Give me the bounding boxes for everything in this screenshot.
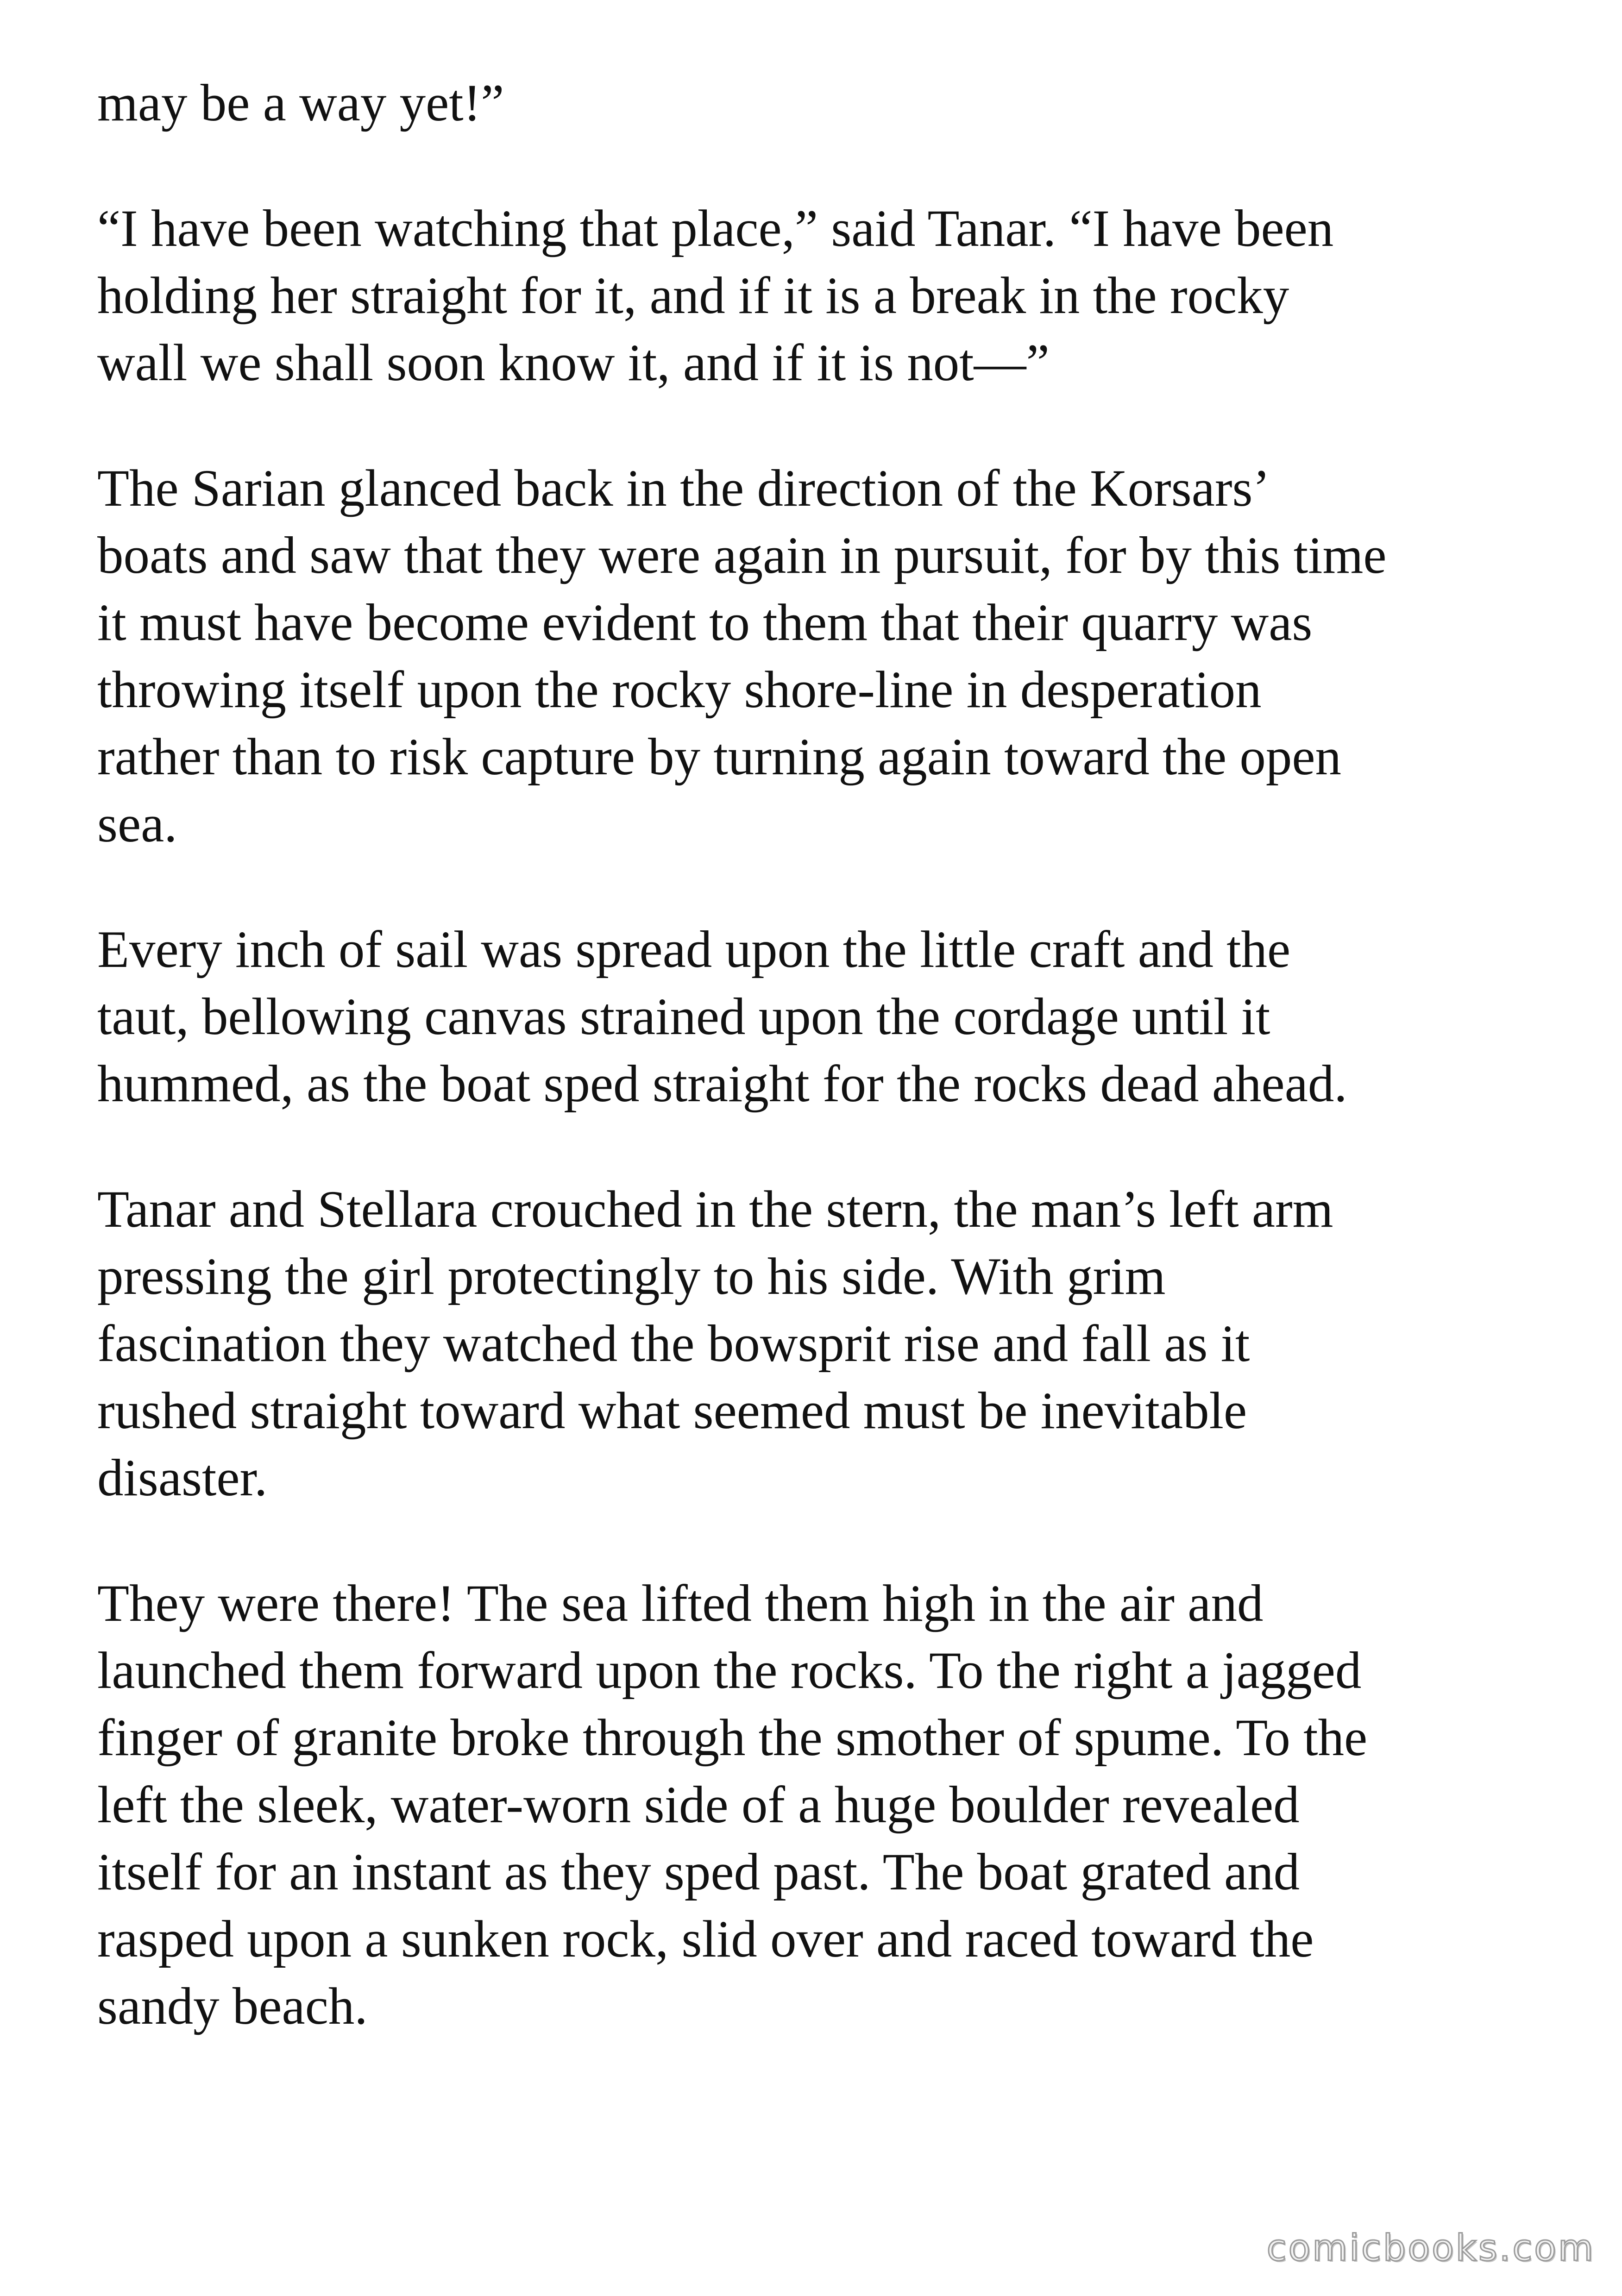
text-line: sea. xyxy=(97,795,177,853)
text-line: launched them forward upon the rocks. To the right a jagged xyxy=(97,1642,1362,1700)
text-line: finger of granite broke through the smother of spume. To the xyxy=(97,1709,1368,1767)
paragraph-2 xyxy=(97,195,1556,396)
watermark: comicbooks.com xyxy=(1266,2227,1595,2269)
text-line: Tanar and Stellara crouched in the stern, the man’s left arm xyxy=(97,1180,1333,1238)
paragraph-4 xyxy=(97,916,1556,1117)
text-line: throwing itself upon the rocky shore-line in desperation xyxy=(97,661,1262,719)
paragraph-3 xyxy=(97,455,1556,858)
paragraph-5 xyxy=(97,1176,1556,1512)
text-line: boats and saw that they were again in pursuit, for by this time xyxy=(97,527,1387,584)
text-line: rather than to risk capture by turning again toward the open xyxy=(97,728,1342,786)
text-line: fascination they watched the bowsprit rise and fall as it xyxy=(97,1315,1250,1373)
text-line: “I have been watching that place,” said Tanar. “I have been xyxy=(97,200,1334,257)
text-line: Every inch of sail was spread upon the little craft and the xyxy=(97,921,1291,979)
text-line: may be a way yet!” xyxy=(97,74,504,132)
text-line: The Sarian glanced back in the direction of the Korsars’ xyxy=(97,459,1270,517)
text-line: rasped upon a sunken rock, slid over and raced toward the xyxy=(97,1910,1314,1968)
text-line: They were there! The sea lifted them high in the air and xyxy=(97,1575,1264,1632)
paragraph-6 xyxy=(97,1570,1556,2040)
text-line: sandy beach. xyxy=(97,1977,368,2035)
text-line: taut, bellowing canvas strained upon the cordage until it xyxy=(97,988,1270,1046)
paragraph-1 xyxy=(97,69,1556,137)
text-line: disaster. xyxy=(97,1449,268,1507)
text-line: itself for an instant as they sped past. The boat grated and xyxy=(97,1843,1300,1901)
text-line: it must have become evident to them that their quarry was xyxy=(97,594,1313,652)
text-line: hummed, as the boat sped straight for the rocks dead ahead. xyxy=(97,1055,1347,1113)
text-line: pressing the girl protectingly to his side. With grim xyxy=(97,1248,1166,1305)
text-line: wall we shall soon know it, and if it is not—” xyxy=(97,334,1050,392)
text-line: holding her straight for it, and if it is a break in the rocky xyxy=(97,267,1289,325)
text-line: rushed straight toward what seemed must be inevitable xyxy=(97,1382,1247,1440)
text-line: left the sleek, water-worn side of a huge boulder revealed xyxy=(97,1776,1300,1834)
text-body xyxy=(97,69,1556,2098)
